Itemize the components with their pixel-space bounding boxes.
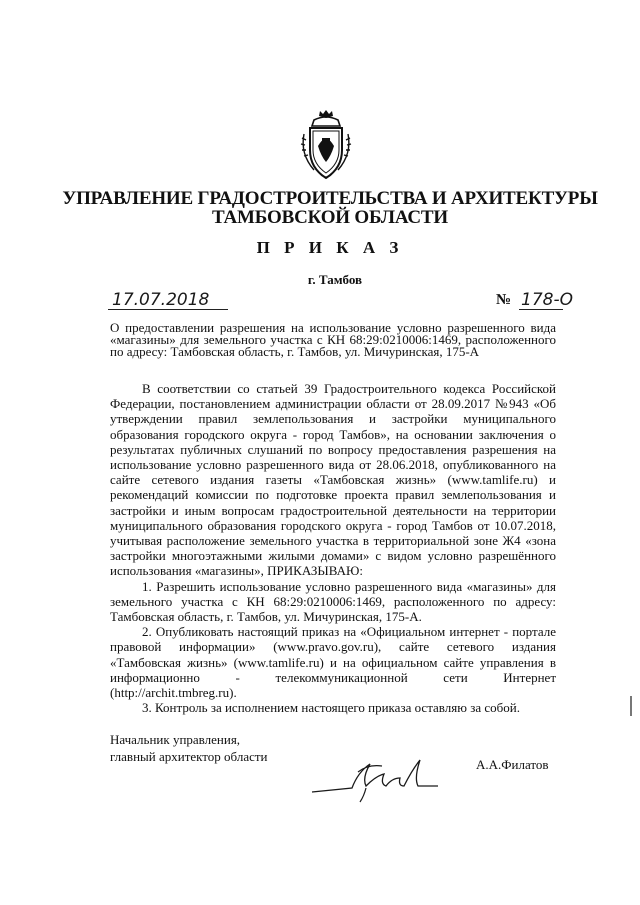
preamble-paragraph: В соответствии со статьей 39 Градостроительного кодекса Российской Федерации, постановлением администрации области от 28.09.2017 №943 «Об утверждении правил землепользования и застройки муниципального образования городского округа - город Тамбов», на основании заключения о результатах публичных слушаний по вопросу предоставления разрешения на использование условно разрешенного вида от 28.06.2018, опубликованного на сайте сетевого издания газеты «Тамбовская жизнь» (www.tamlife.ru) и рекомендаций комиссии по подготовке проекта правил землепользования и застройки и иным вопросам градостроительной деятельности на территории муниципального образования городского округа - город Тамбов от 10.07.2018, учитывая расположение земельного участка в территориальной зоне Ж4 «зона застройки многоэтажными жилыми домами» с видом условно разрешённого использования «магазины», ПРИКАЗЫВАЮ: <box>110 381 556 579</box>
document-subject: О предоставлении разрешения на использование условно разрешенного вида «магазины» для земельного участка с КН 68:29:0210006:1469, расположенного по адресу: Тамбовская область, г. Тамбов, ул. Мичуринская, 175-А <box>110 320 556 359</box>
order-item-1: 1. Разрешить использование условно разрешенного вида «магазины» для земельного участка с КН 68:29:0210006:1469, расположенного по адресу: Тамбовская область, г. Тамбов, ул. Мичуринская, 175-А. <box>110 578 556 625</box>
coat-of-arms-icon <box>296 108 356 184</box>
signatory-position-line2: главный архитектор области <box>110 749 268 764</box>
handwritten-signature-icon <box>308 752 440 806</box>
number-underline <box>519 309 563 310</box>
document-type-title: П Р И К А З <box>256 238 404 257</box>
order-item-3: 3. Контроль за исполнением настоящего приказа оставляю за собой. <box>142 700 520 716</box>
document-city: г. Тамбов <box>307 272 363 287</box>
date-underline <box>108 309 228 310</box>
document-number: 178-О <box>521 290 573 310</box>
document-date: 17.07.2018 <box>112 290 210 310</box>
signatory-position-line1: Начальник управления, <box>110 732 241 747</box>
organization-name-line2: ТАМБОВСКОЙ ОБЛАСТИ <box>212 207 448 228</box>
signatory-name: А.А.Филатов <box>476 757 549 772</box>
document-body <box>110 381 556 715</box>
order-item-2: 2. Опубликовать настоящий приказ на «Официальном интернет - портале правовой информации» (www.pravo.gov.ru), сайте сетевого издания «Тамбовская жизнь» (www.tamlife.ru) и на официальном сайте управления в информационно - телекоммуникационной сети Интернет (http://archit.tmbreg.ru). <box>110 624 556 701</box>
scan-margin-mark <box>630 696 632 716</box>
organization-name-line1: УПРАВЛЕНИЕ ГРАДОСТРОИТЕЛЬСТВА И АРХИТЕКТУРЫ <box>62 188 598 209</box>
number-label: № <box>496 292 512 308</box>
signatory-position <box>110 731 268 765</box>
